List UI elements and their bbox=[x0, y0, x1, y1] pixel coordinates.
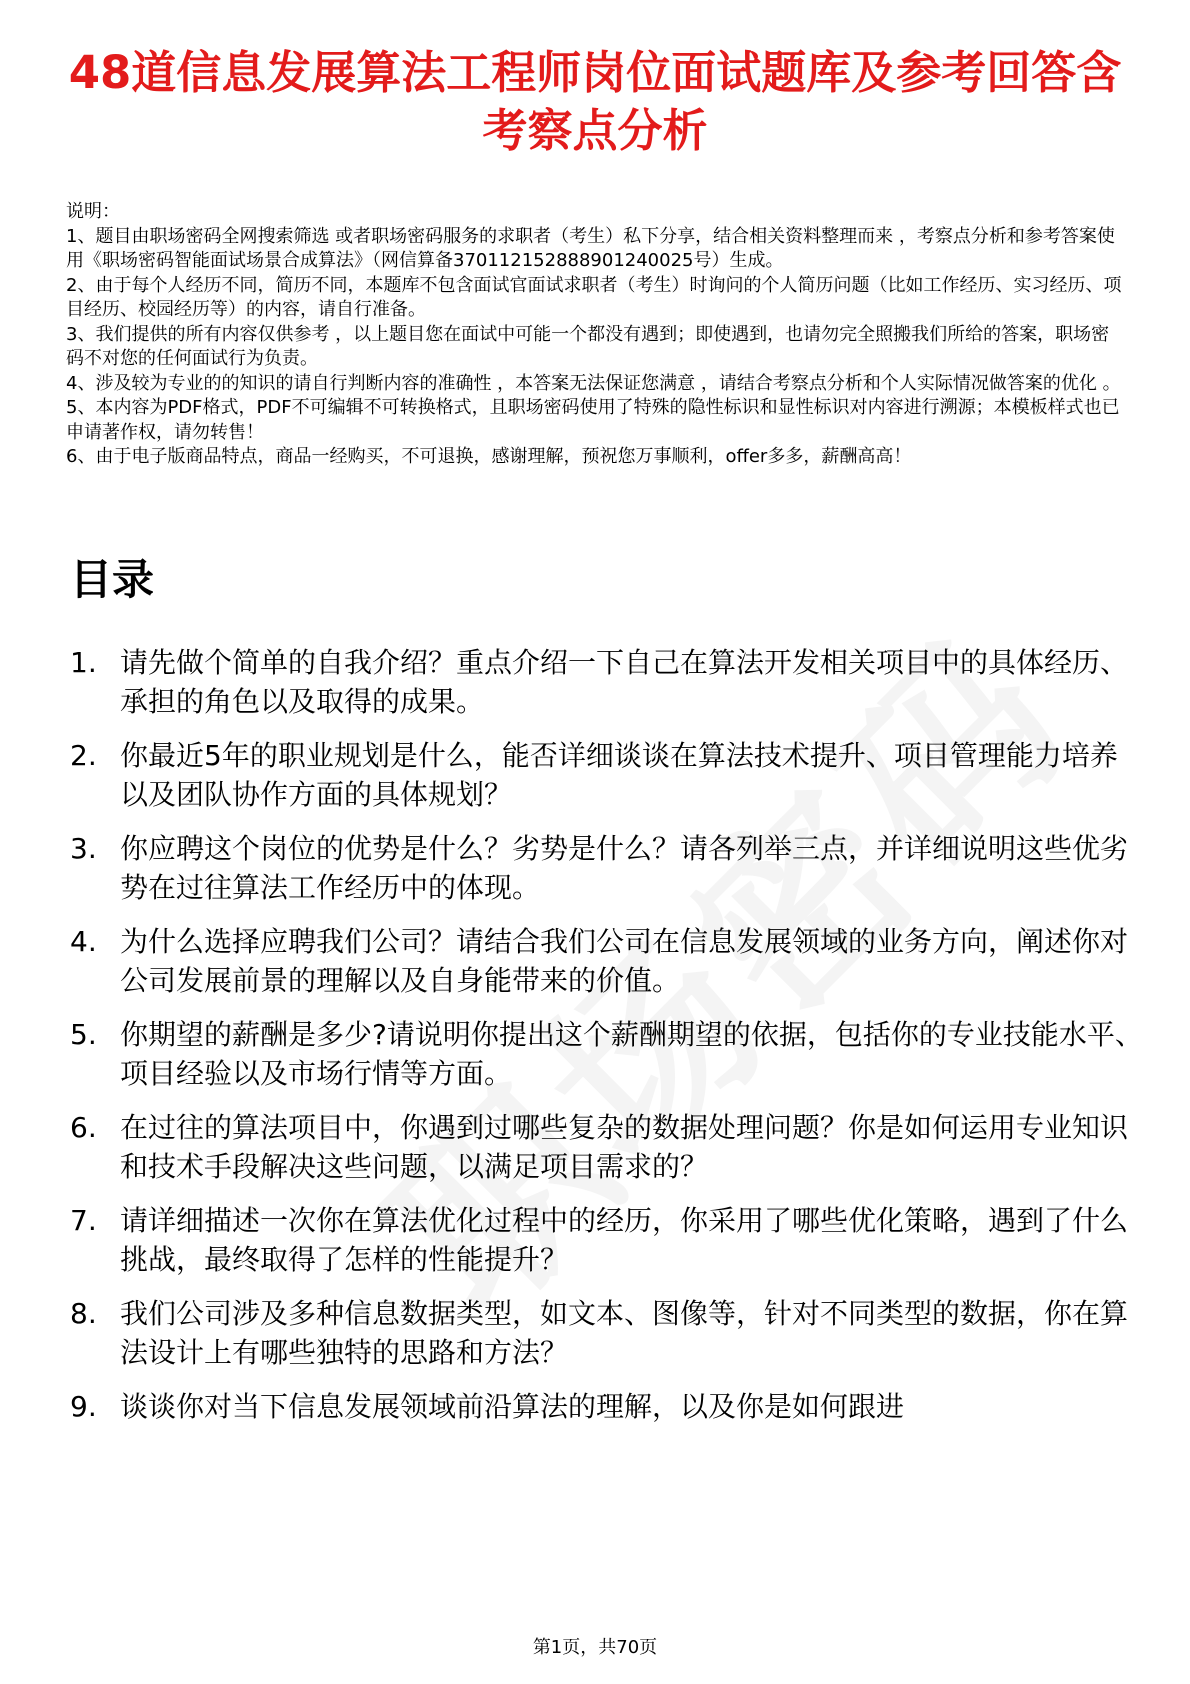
instruction-item: 3、我们提供的所有内容仅供参考 ，以上题目您在面试中可能一个都没有遇到；即使遇到，也请勿完全照搬我们所给的答案，职场密码不对您的任何面试行为负责。 bbox=[66, 323, 1110, 369]
toc-item-text: 你期望的薪酬是多少?请说明你提出这个薪酬期望的依据，包括你的专业技能水平、项目经验以及市场行情等方面。 bbox=[120, 1018, 1143, 1090]
toc-item-text: 为什么选择应聘我们公司？请结合我们公司在信息发展领域的业务方向，阐述你对公司发展前景的理解以及自身能带来的价值。 bbox=[120, 925, 1129, 997]
toc-item-text: 你应聘这个岗位的优势是什么？劣势是什么？请各列举三点，并详细说明这些优劣势在过往算法工作经历中的体现。 bbox=[120, 832, 1129, 904]
toc-item[interactable] bbox=[70, 829, 1145, 907]
toc-item[interactable] bbox=[70, 1108, 1145, 1186]
toc-item-number: 4. bbox=[70, 925, 97, 958]
toc-item-text: 在过往的算法项目中，你遇到过哪些复杂的数据处理问题？你是如何运用专业知识和技术手段解决这些问题，以满足项目需求的？ bbox=[120, 1111, 1129, 1183]
toc-item-number: 2. bbox=[70, 739, 97, 772]
toc-item-text: 请详细描述一次你在算法优化过程中的经历，你采用了哪些优化策略，遇到了什么挑战，最终取得了怎样的性能提升？ bbox=[120, 1204, 1129, 1276]
toc-item[interactable] bbox=[70, 1015, 1145, 1093]
instructions-section bbox=[66, 200, 1126, 470]
toc-item[interactable] bbox=[70, 1201, 1145, 1279]
instruction-item: 2、由于每个人经历不同，简历不同，本题库不包含面试官面试求职者（考生）时询问的个人简历问题（比如工作经历、实习经历、项目经历、校园经历等）的内容，请自行准备。 bbox=[66, 274, 1122, 320]
toc-item-text: 谈谈你对当下信息发展领域前沿算法的理解，以及你是如何跟进 bbox=[120, 1390, 905, 1423]
toc-item-number: 3. bbox=[70, 832, 97, 865]
page-footer: 第1页，共70页 bbox=[532, 1637, 658, 1658]
instruction-item: 6、由于电子版商品特点，商品一经购买，不可退换，感谢理解，预祝您万事顺利，offer多多，薪酬高高！ bbox=[66, 446, 912, 467]
instruction-item: 1、题目由职场密码全网搜索筛选 或者职场密码服务的求职者（考生）私下分享，结合相关资料整理而来 ，考察点分析和参考答案使用《职场密码智能面试场景合成算法》（网信算备370112152888901240025号）生成。 bbox=[66, 225, 1115, 271]
toc-item[interactable] bbox=[70, 922, 1145, 1000]
toc-item[interactable] bbox=[70, 1294, 1145, 1372]
instruction-item: 5、本内容为PDF格式，PDF不可编辑不可转换格式，且职场密码使用了特殊的隐性标识和显性标识对内容进行溯源；本模板样式也已申请著作权，请勿转售！ bbox=[66, 397, 1120, 443]
toc-heading: 目录 bbox=[70, 555, 155, 604]
toc-item-number: 5. bbox=[70, 1018, 97, 1051]
toc-item-text: 我们公司涉及多种信息数据类型，如文本、图像等，针对不同类型的数据，你在算法设计上有哪些独特的思路和方法？ bbox=[120, 1297, 1129, 1369]
toc-item-number: 9. bbox=[70, 1390, 97, 1423]
instruction-item: 4、涉及较为专业的的知识的请自行判断内容的准确性 ，本答案无法保证您满意 ，请结合考察点分析和个人实际情况做答案的优化 。 bbox=[66, 372, 1121, 394]
toc-item[interactable] bbox=[70, 1387, 1145, 1426]
toc-item-text: 你最近5年的职业规划是什么，能否详细谈谈在算法技术提升、项目管理能力培养以及团队协作方面的具体规划？ bbox=[120, 739, 1118, 811]
toc-item-number: 7. bbox=[70, 1204, 97, 1237]
toc-item[interactable] bbox=[70, 736, 1145, 814]
toc-item-number: 8. bbox=[70, 1297, 97, 1330]
toc-item-text: 请先做个简单的自我介绍？重点介绍一下自己在算法开发相关项目中的具体经历、承担的角色以及取得的成果。 bbox=[120, 646, 1129, 718]
document-title: 48道信息发展算法工程师岗位面试题库及参考回答含考察点分析 bbox=[68, 46, 1122, 157]
toc-item[interactable] bbox=[70, 643, 1145, 721]
toc-item-number: 1. bbox=[70, 646, 97, 679]
instructions-heading: 说明： bbox=[66, 201, 120, 222]
toc-item-number: 6. bbox=[70, 1111, 97, 1144]
toc-list bbox=[70, 643, 1145, 1441]
